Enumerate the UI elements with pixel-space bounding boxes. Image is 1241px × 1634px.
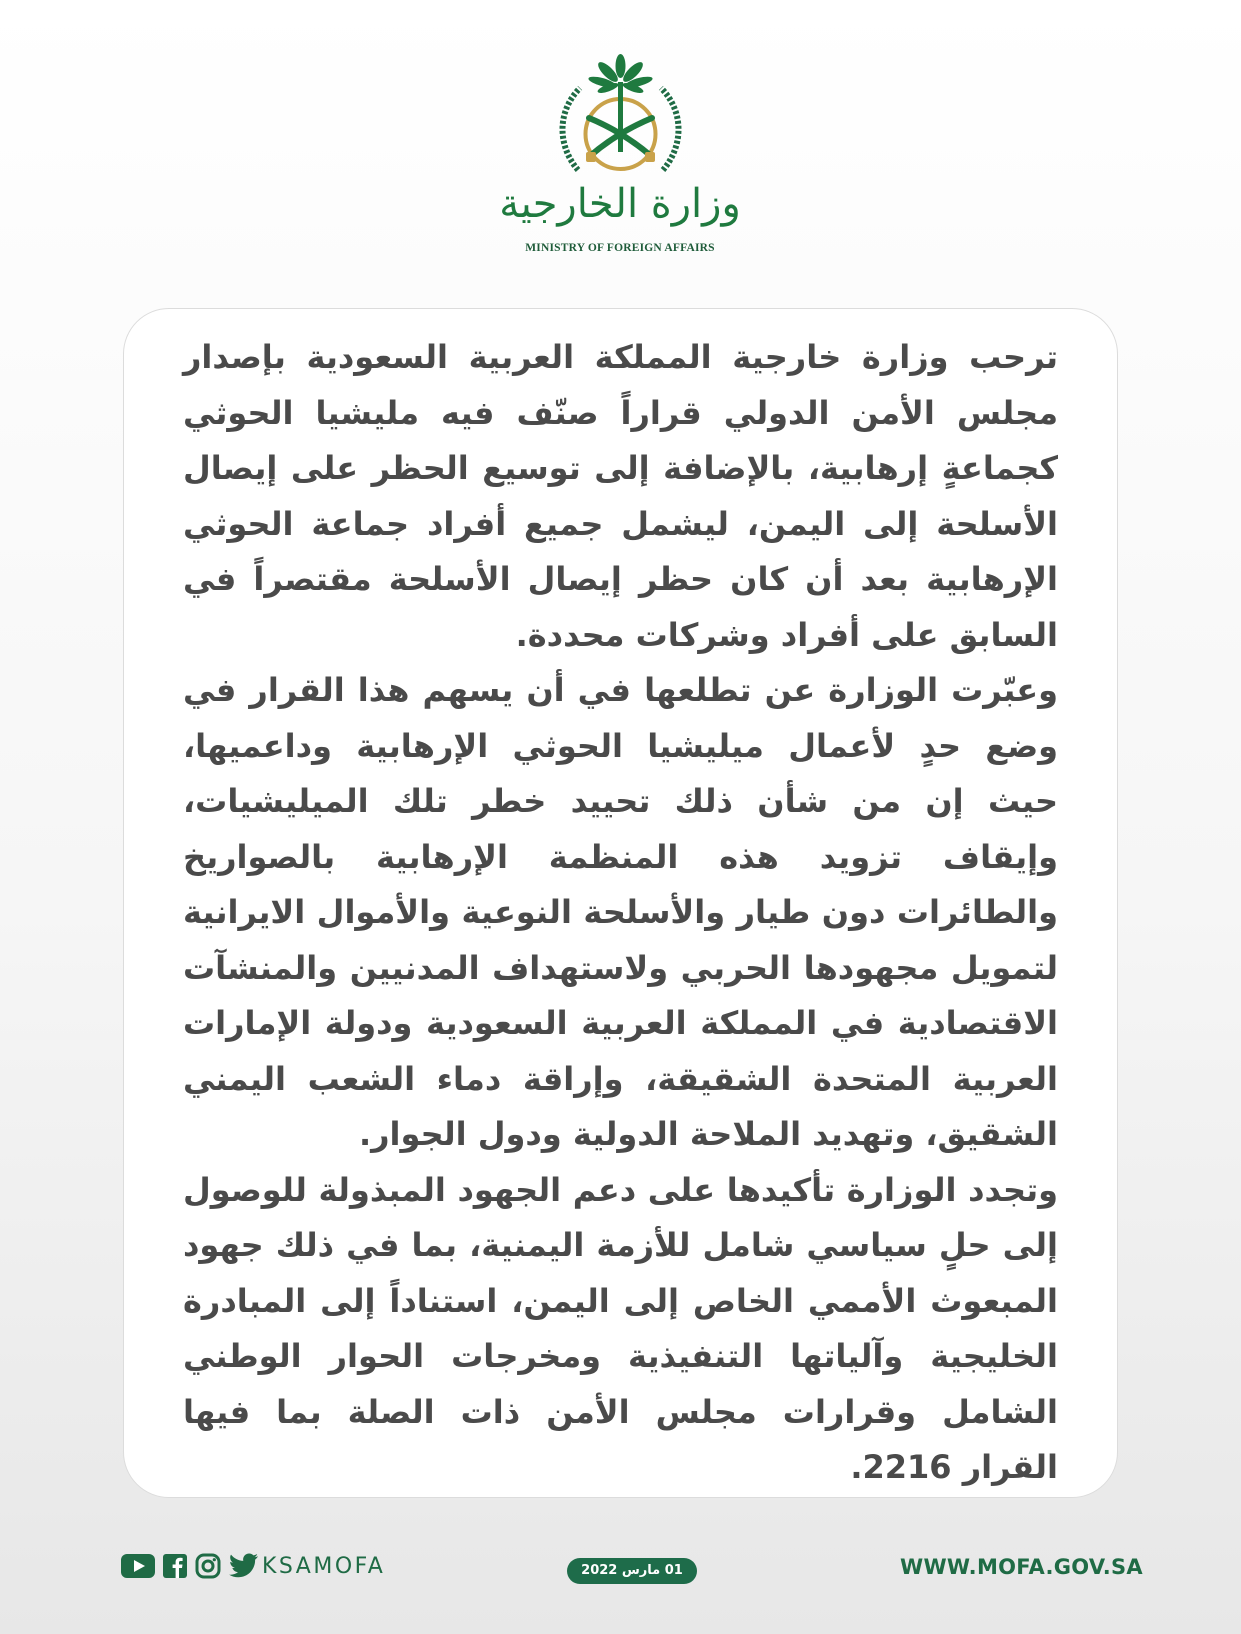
social-handle[interactable]: KSAMOFA xyxy=(262,1554,386,1579)
instagram-icon[interactable] xyxy=(195,1553,221,1579)
facebook-icon[interactable] xyxy=(163,1554,187,1578)
ministry-name-english: MINISTRY OF FOREIGN AFFAIRS xyxy=(525,242,715,254)
saudi-emblem-palm-swords-icon xyxy=(548,52,693,182)
social-icons xyxy=(121,1551,259,1581)
date-badge: 01 مارس 2022 xyxy=(567,1558,697,1584)
twitter-icon[interactable] xyxy=(229,1553,259,1579)
statement-body xyxy=(183,330,1058,1496)
youtube-icon[interactable] xyxy=(121,1554,155,1578)
statement-paragraph: ترحب وزارة خارجية المملكة العربية السعودية بإصدار مجلس الأمن الدولي قراراً صنّف فيه مليشيا الحوثي كجماعةٍ إرهابية، بالإضافة إلى توسيع الحظر على إيصال الأسلحة إلى اليمن، ليشمل جميع أفراد جماعة الحوثي الإرهابية بعد أن كان حظر إيصال الأسلحة مقتصراً في السابق على أفراد وشركات محددة. xyxy=(183,338,1058,654)
website-link[interactable]: WWW.MOFA.GOV.SA xyxy=(900,1555,1143,1579)
ministry-name-arabic: وزارة الخارجية xyxy=(499,181,741,227)
statement-paragraph: وعبّرت الوزارة عن تطلعها في أن يسهم هذا القرار في وضع حدٍ لأعمال ميليشيا الحوثي الإرهابية وداعميها، حيث إن من شأن ذلك تحييد خطر تلك الميليشيات، وإيقاف تزويد هذه المنظمة الإرهابية بالصواريخ والطائرات دون طيار والأسلحة النوعية والأموال الايرانية لتمويل مجهودها الحربي ولاستهداف المدنيين والمنشآت الاقتصادية في المملكة العربية السعودية ودولة الإمارات العربية المتحدة الشقيقة، وإراقة دماء الشعب اليمني الشقيق، وتهديد الملاحة الدولية ودول الجوار. xyxy=(183,671,1058,1153)
statement-paragraph: وتجدد الوزارة تأكيدها على دعم الجهود المبذولة للوصول إلى حلٍ سياسي شامل للأزمة اليمنية، بما في ذلك جهود المبعوث الأممي الخاص إلى اليمن، استناداً إلى المبادرة الخليجية وآلياتها التنفيذية ومخرجات الحوار الوطني الشامل وقرارات مجلس الأمن ذات الصلة بما فيها القرار 2216. xyxy=(183,1170,1058,1486)
